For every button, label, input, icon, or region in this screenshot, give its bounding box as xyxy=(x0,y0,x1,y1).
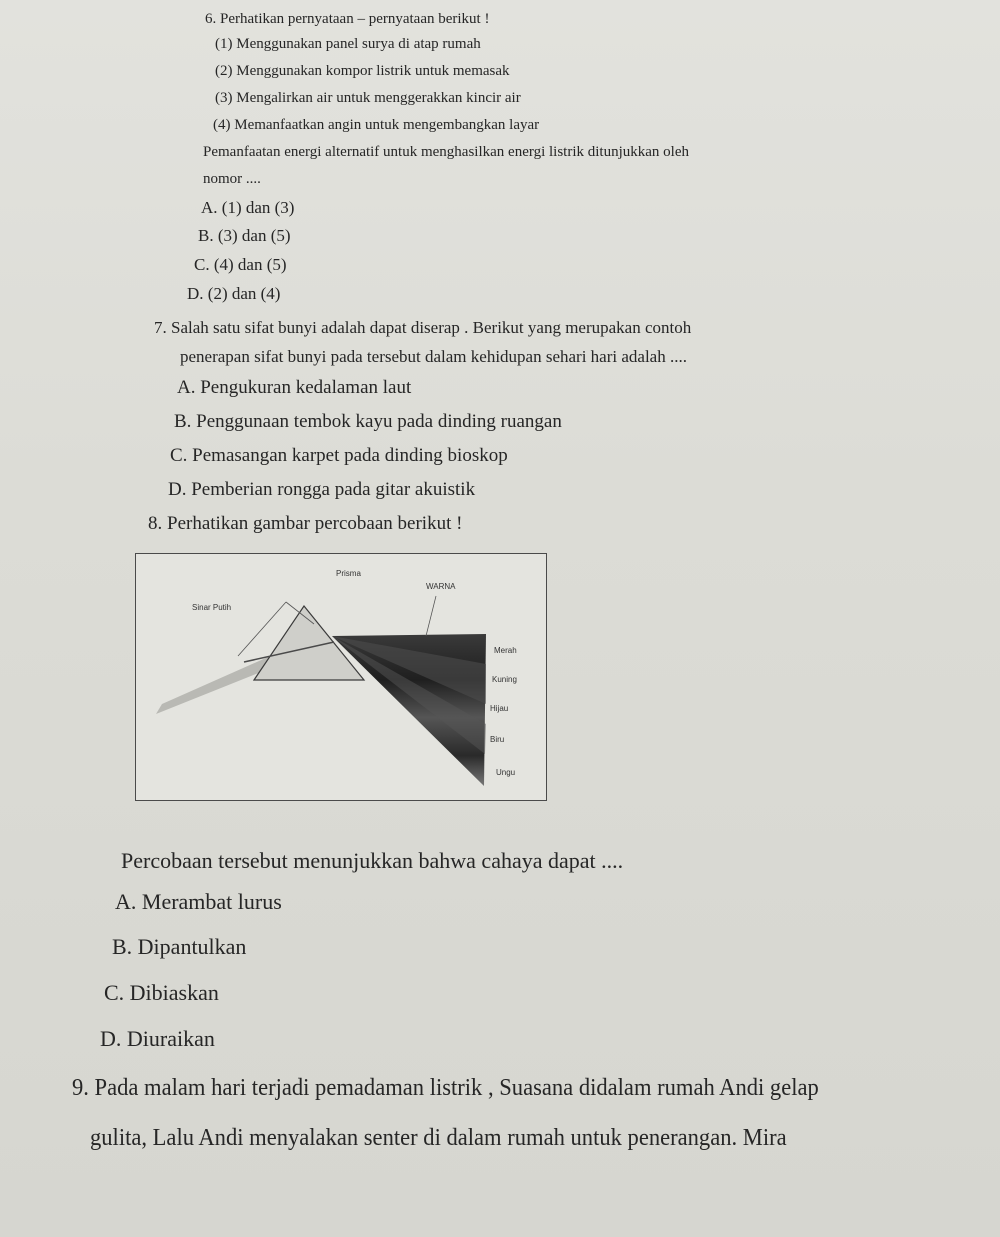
q7-stem-line-1: 7. Salah satu sifat bunyi adalah dapat diserap . Berikut yang merupakan contoh xyxy=(154,318,692,337)
q6-item-4: (4) Memanfaatkan angin untuk mengembangkan layar xyxy=(213,117,540,133)
q9-text-line-1: 9. Pada malam hari terjadi pemadaman listrik , Suasana didalam rumah Andi gelap xyxy=(72,1075,819,1101)
q6-option-c: C. (4) dan (5) xyxy=(194,255,287,274)
spectrum-label-violet: Ungu xyxy=(496,768,516,777)
q9-text-line-2: gulita, Lalu Andi menyalakan senter di dalam rumah untuk penerangan. Mira xyxy=(90,1125,787,1151)
prism-dispersion-figure xyxy=(135,553,547,801)
color-label: WARNA xyxy=(426,582,456,591)
color-pointer-line xyxy=(426,596,436,636)
q8-option-c: C. Dibiaskan xyxy=(104,980,219,1005)
q6-item-3: (3) Mengalirkan air untuk menggerakkan kincir air xyxy=(215,90,521,106)
q6-option-a: A. (1) dan (3) xyxy=(201,198,295,217)
spectrum-label-red: Merah xyxy=(494,646,517,655)
q8-stem: 8. Perhatikan gambar percobaan berikut ! xyxy=(148,513,463,534)
q6-item-1: (1) Menggunakan panel surya di atap rumah xyxy=(215,36,481,52)
q8-option-a: A. Merambat lurus xyxy=(115,889,282,914)
spectrum-label-yellow: Kuning xyxy=(492,675,517,684)
q6-stem: 6. Perhatikan pernyataan – pernyataan berikut ! xyxy=(205,11,490,27)
spectrum-label-blue: Biru xyxy=(490,735,505,744)
q6-option-d: D. (2) dan (4) xyxy=(187,284,281,303)
q7-option-c: C. Pemasangan karpet pada dinding bioskop xyxy=(170,445,508,466)
q6-prompt-line-1: Pemanfaatan energi alternatif untuk menghasilkan energi listrik ditunjukkan oleh xyxy=(203,144,689,160)
prism-dispersion-svg xyxy=(136,554,546,800)
q7-option-a: A. Pengukuran kedalaman laut xyxy=(177,377,412,398)
q6-option-b: B. (3) dan (5) xyxy=(198,226,291,245)
white-light-label: Sinar Putih xyxy=(192,603,232,612)
q7-option-b: B. Penggunaan tembok kayu pada dinding ruangan xyxy=(174,411,562,432)
q8-option-b: B. Dipantulkan xyxy=(112,934,247,959)
q8-option-d: D. Diuraikan xyxy=(100,1026,215,1051)
spectrum-label-green: Hijau xyxy=(490,704,509,713)
prism-label: Prisma xyxy=(336,569,361,578)
q6-item-2: (2) Menggunakan kompor listrik untuk memasak xyxy=(215,63,510,79)
q7-option-d: D. Pemberian rongga pada gitar akuistik xyxy=(168,479,476,500)
q6-prompt-line-2: nomor .... xyxy=(203,171,261,187)
q7-stem-line-2: penerapan sifat bunyi pada tersebut dalam kehidupan sehari hari adalah .... xyxy=(180,347,687,366)
q8-prompt: Percobaan tersebut menunjukkan bahwa cahaya dapat .... xyxy=(121,848,624,873)
